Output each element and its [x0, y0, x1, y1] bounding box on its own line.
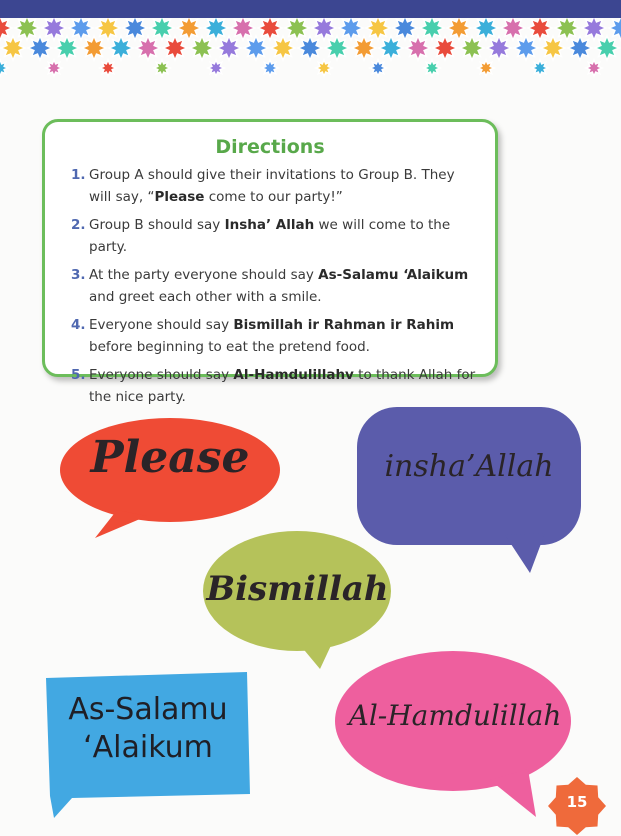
pattern-star-shape: [28, 36, 52, 60]
pattern-star-shape: [379, 36, 403, 60]
pattern-star-shape: [532, 60, 548, 76]
direction-step-2: [71, 214, 481, 258]
step-number: 1.: [71, 167, 86, 183]
pattern-star-shape: [487, 36, 511, 60]
geometric-pattern-border: [0, 18, 621, 100]
pattern-star-shape: [406, 36, 430, 60]
pattern-star-shape: [528, 18, 552, 40]
header-bar: [0, 0, 621, 18]
pattern-star-shape: [393, 18, 417, 40]
direction-step-4: [71, 314, 481, 358]
pattern-star-shape: [555, 18, 579, 40]
pattern-star-shape: [285, 18, 309, 40]
pattern-star-shape: [244, 36, 268, 60]
pattern-star-shape: [568, 36, 592, 60]
bubble-text-as-salamu: As-Salamu: [68, 692, 228, 727]
step-text: At the party everyone should say As-Salamu ‘Alaikum and greet each other with a smile.: [89, 267, 469, 305]
pattern-star-shape: [55, 36, 79, 60]
pattern-star-shape: [339, 18, 363, 40]
pattern-star-shape: [447, 18, 471, 40]
pattern-star-shape: [136, 36, 160, 60]
step-text: Everyone should say Bismillah ir Rahman ir Rahim before beginning to eat the pretend food.: [89, 317, 455, 355]
pattern-star-shape: [231, 18, 255, 40]
step-number: 3.: [71, 267, 86, 283]
pattern-star-shape: [82, 36, 106, 60]
pattern-star-shape: [460, 36, 484, 60]
pattern-star-shape: [109, 36, 133, 60]
speech-bubble-please: [55, 412, 285, 542]
pattern-star-shape: [208, 60, 224, 76]
pattern-star-shape: [42, 18, 66, 40]
pattern-star-shape: [0, 60, 8, 76]
direction-step-3: [71, 264, 481, 308]
pattern-star-shape: [474, 18, 498, 40]
speech-bubble-al-hamdulillah: [330, 645, 580, 820]
step-text: Group A should give their invitations to Group B. They will say, “Please come to our party!”: [89, 167, 455, 205]
pattern-star-shape: [15, 18, 39, 40]
pattern-star-shape: [316, 60, 332, 76]
pattern-star-shape: [501, 18, 525, 40]
pattern-star-shape: [433, 36, 457, 60]
pattern-star-shape: [204, 18, 228, 40]
pattern-star-shape: [325, 36, 349, 60]
pattern-star-shape: [46, 60, 62, 76]
pattern-star-shape: [514, 36, 538, 60]
pattern-star-shape: [163, 36, 187, 60]
pattern-star-shape: [420, 18, 444, 40]
step-number: 4.: [71, 317, 86, 333]
step-number: 2.: [71, 217, 86, 233]
pattern-star-shape: [154, 60, 170, 76]
pattern-star-shape: [366, 18, 390, 40]
pattern-star-shape: [478, 60, 494, 76]
step-text: Group B should say Insha’ Allah we will come to the party.: [89, 217, 451, 255]
direction-step-5: [71, 364, 481, 408]
directions-title: Directions: [215, 136, 325, 158]
pattern-star-shape: [312, 18, 336, 40]
bubble-text-insha-allah: insha’Allah: [384, 449, 554, 484]
pattern-star-shape: [352, 36, 376, 60]
pattern-star-shape: [298, 36, 322, 60]
pattern-star-shape: [217, 36, 241, 60]
bubble-text-al-hamdulillah: Al-Hamdulillah: [348, 699, 562, 732]
bubble-text-please: Please: [90, 432, 250, 483]
pattern-star-shape: [123, 18, 147, 40]
pattern-star-shape: [69, 18, 93, 40]
pattern-star-shape: [370, 60, 386, 76]
pattern-star-shape: [424, 60, 440, 76]
pattern-star-shape: [1, 36, 25, 60]
pattern-star-shape: [0, 18, 12, 40]
speech-bubble-shape: [330, 645, 580, 820]
pattern-star-shape: [96, 18, 120, 40]
step-number: 5.: [71, 367, 86, 383]
pattern-star-shape: [271, 36, 295, 60]
pattern-star-shape: [586, 60, 602, 76]
pattern-star-shape: [595, 36, 619, 60]
pattern-star-shape: [177, 18, 201, 40]
page-number: 15: [566, 793, 588, 811]
pattern-star-shape: [262, 60, 278, 76]
step-text: Everyone should say Al-Hamdulillahv to thank Allah for the nice party.: [89, 367, 476, 405]
directions-list: [71, 164, 481, 414]
bubble-text-bismillah: Bismillah: [206, 569, 389, 609]
pattern-star-shape: [150, 18, 174, 40]
pattern-star-shape: [541, 36, 565, 60]
pattern-star-shape: [582, 18, 606, 40]
pattern-star-shape: [609, 18, 621, 40]
pattern-star-shape: [258, 18, 282, 40]
bubble-text-alaikum: ‘Alaikum: [83, 730, 213, 765]
direction-step-1: [71, 164, 481, 208]
speech-bubble-as-salamu-alaikum: [42, 670, 254, 820]
directions-box: [42, 119, 498, 405]
pattern-star-shape: [100, 60, 116, 76]
pattern-star-shape: [190, 36, 214, 60]
